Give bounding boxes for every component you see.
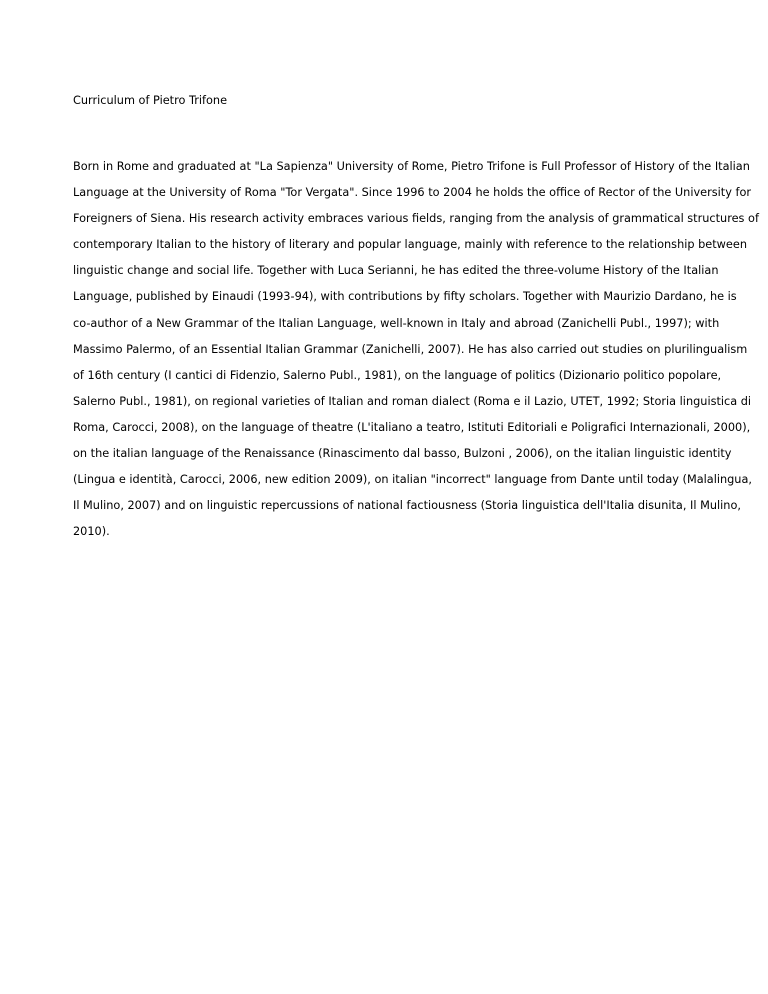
paragraph-line: Language at the University of Roma "Tor Vergata". Since 1996 to 2004 he holds the office of Rector of the University for [73,186,752,200]
document-title: Curriculum of Pietro Trifone [73,94,228,107]
paragraph-line: on the italian language of the Renaissance (Rinascimento dal basso, Bulzoni , 2006), on the italian linguistic identity [73,447,732,461]
paragraph-line: contemporary Italian to the history of literary and popular language, mainly with reference to the relationship between [73,238,747,252]
paragraph-line: of 16th century (I cantici di Fidenzio, Salerno Publ., 1981), on the language of politics (Dizionario politico popolare, [73,368,722,382]
paragraph-line: Il Mulino, 2007) and on linguistic repercussions of national factiousness (Storia linguistica dell'Italia disunita, Il Mulino, [73,499,741,513]
paragraph-line: 2010). [73,525,110,539]
paragraph-line: Massimo Palermo, of an Essential Italian Grammar (Zanichelli, 2007). He has also carried out studies on plurilingualism [73,342,748,356]
biography-paragraph [73,154,759,545]
paragraph-line: Salerno Publ., 1981), on regional varieties of Italian and roman dialect (Roma e il Lazio, UTET, 1992; Storia linguistica di [73,394,752,408]
paragraph-line: linguistic change and social life. Together with Luca Serianni, he has edited the three-volume History of the Italian [73,264,719,278]
paragraph-line: Born in Rome and graduated at "La Sapienza" University of Rome, Pietro Trifone is Full Professor of History of the Italian [73,160,750,173]
paragraph-line: co-author of a New Grammar of the Italian Language, well-known in Italy and abroad (Zanichelli Publ., 1997); with [73,316,720,330]
paragraph-line: Language, published by Einaudi (1993-94), with contributions by fifty scholars. Together with Maurizio Dardano, he is [73,290,737,304]
paragraph-line: Roma, Carocci, 2008), on the language of theatre (L'italiano a teatro, Istituti Editoriali e Poligrafici Internazionali, 2000), [73,420,751,434]
paragraph-line: (Lingua e identità, Carocci, 2006, new edition 2009), on italian "incorrect" language from Dante until today (Malalingua, [73,473,752,487]
paragraph-line: Foreigners of Siena. His research activity embraces various fields, ranging from the analysis of grammatical structures of [73,212,759,226]
